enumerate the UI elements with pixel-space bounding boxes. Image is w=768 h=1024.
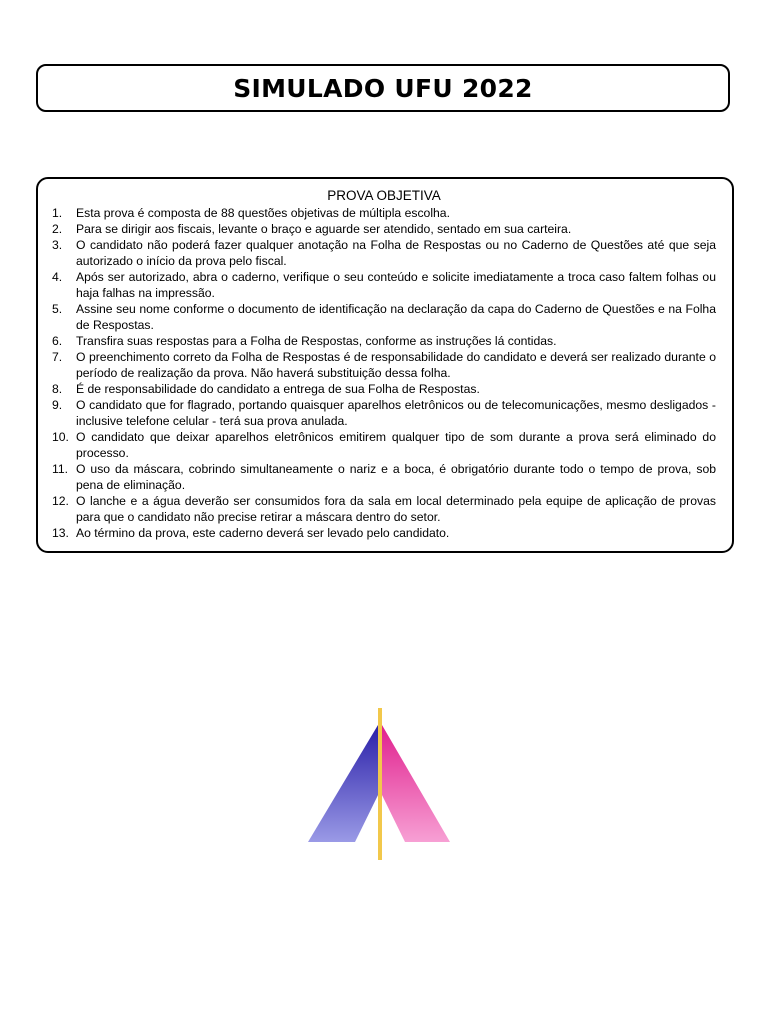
item-text: Para se dirigir aos fiscais, levante o braço e aguarde ser atendido, sentado em sua carteira.	[76, 222, 572, 236]
item-number: 1.	[52, 206, 63, 220]
list-item	[52, 349, 716, 381]
list-item	[52, 221, 716, 237]
item-number: 12.	[52, 494, 69, 508]
item-text: O candidato não poderá fazer qualquer anotação na Folha de Respostas ou no Caderno de Questões até que seja autorizado o início da prova pelo fiscal.	[76, 238, 716, 268]
list-item	[52, 525, 716, 541]
logo-graphic	[300, 705, 460, 865]
item-number: 8.	[52, 382, 63, 396]
list-item	[52, 461, 716, 493]
item-text: Ao término da prova, este caderno deverá ser levado pelo candidato.	[76, 526, 450, 540]
item-number: 5.	[52, 302, 63, 316]
item-text: Após ser autorizado, abra o caderno, verifique o seu conteúdo e solicite imediatamente a troca caso faltem folhas ou haja falhas na impressão.	[76, 270, 716, 300]
list-item	[52, 493, 716, 525]
triangle-logo-icon	[300, 705, 460, 865]
item-text: O candidato que deixar aparelhos eletrônicos emitirem qualquer tipo de som durante a prova será eliminado do processo.	[76, 430, 716, 460]
item-text: O lanche e a água deverão ser consumidos fora da sala em local determinado pela equipe de aplicação de provas para que o candidato não precise retirar a máscara dentro do setor.	[76, 494, 716, 524]
list-item	[52, 333, 716, 349]
item-text: Assine seu nome conforme o documento de identificação na declaração da capa do Caderno de Questões e na Folha de Respostas.	[76, 302, 716, 332]
item-number: 2.	[52, 222, 63, 236]
page-title: SIMULADO UFU 2022	[233, 73, 533, 103]
instructions-list	[52, 205, 716, 541]
item-number: 6.	[52, 334, 63, 348]
item-text: É de responsabilidade do candidato a entrega de sua Folha de Respostas.	[76, 382, 480, 396]
list-item	[52, 205, 716, 221]
list-item	[52, 269, 716, 301]
logo-right-wing	[380, 725, 450, 842]
item-text: Transfira suas respostas para a Folha de Respostas, conforme as instruções lá contidas.	[76, 334, 557, 348]
item-text: O uso da máscara, cobrindo simultaneamente o nariz e a boca, é obrigatório durante todo o tempo de prova, sob pena de eliminação.	[76, 462, 716, 492]
item-text: Esta prova é composta de 88 questões objetivas de múltipla escolha.	[76, 206, 450, 220]
item-number: 9.	[52, 398, 63, 412]
list-item	[52, 237, 716, 269]
logo-left-wing	[308, 725, 380, 842]
item-number: 3.	[52, 238, 63, 252]
list-item	[52, 429, 716, 461]
title-box	[36, 64, 730, 112]
item-number: 10.	[52, 430, 69, 444]
instructions-box	[36, 177, 734, 553]
item-number: 4.	[52, 270, 63, 284]
logo-pole	[378, 708, 382, 860]
list-item	[52, 301, 716, 333]
list-item	[52, 381, 716, 397]
list-item	[52, 397, 716, 429]
item-number: 13.	[52, 526, 69, 540]
item-number: 11.	[52, 462, 69, 476]
item-text: O preenchimento correto da Folha de Respostas é de responsabilidade do candidato e deverá ser realizado durante o período de realização da prova. Não haverá substituição dessa folha.	[76, 350, 716, 380]
item-text: O candidato que for flagrado, portando quaisquer aparelhos eletrônicos ou de telecomunicações, mesmo desligados - inclusive telefone celular - terá sua prova anulada.	[76, 398, 716, 428]
section-heading: PROVA OBJETIVA	[327, 188, 441, 203]
item-number: 7.	[52, 350, 63, 364]
